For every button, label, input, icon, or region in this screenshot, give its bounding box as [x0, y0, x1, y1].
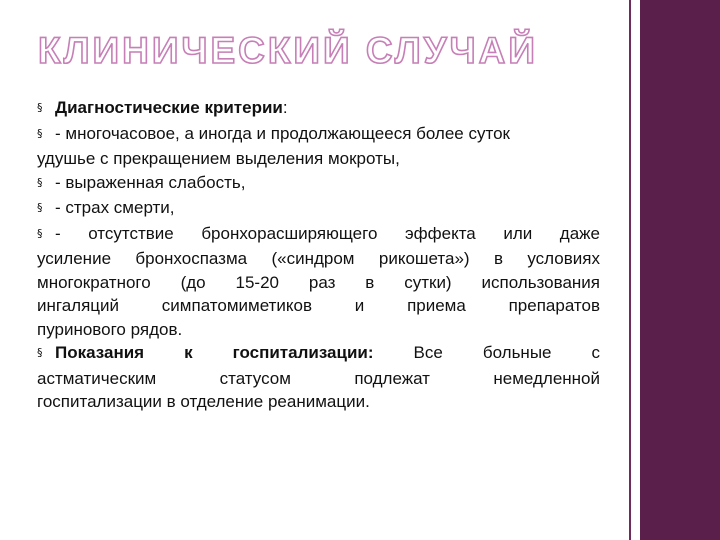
slide-title: КЛИНИЧЕСКИЙ СЛУЧАЙ	[38, 30, 538, 71]
bullet-icon: §	[37, 126, 43, 140]
criteria-item-4-line-5: пуринового рядов.	[37, 319, 183, 339]
criteria-heading-colon: :	[282, 98, 288, 117]
criteria-item-4-line-2: усиление бронхоспазма («синдром рикошета») в условиях	[37, 249, 600, 268]
hospitalization-line-1: Все больные с	[373, 343, 600, 362]
criteria-item-3-text: - страх смерти,	[55, 198, 175, 217]
criteria-item-4	[37, 222, 600, 248]
criteria-item-1-cont: удушье с прекращением выделения мокроты,	[37, 149, 400, 168]
bullet-icon: §	[37, 101, 43, 114]
criteria-item-2-text: - выраженная слабость,	[55, 172, 246, 192]
criteria-item-2	[37, 171, 600, 197]
hospitalization-line-2: астматическим статусом подлежат немедленной	[37, 368, 600, 388]
hospitalization-heading	[37, 341, 600, 367]
criteria-item-1-line-1: - многочасовое, а иногда и продолжающееся более суток	[55, 123, 510, 143]
slide-body	[37, 96, 600, 414]
criteria-heading-bold: Диагностические критерии	[55, 98, 283, 117]
criteria-item-4-line-3: многократного (до 15-20 раз в сутки) использования	[37, 272, 600, 292]
bullet-icon: §	[37, 201, 43, 214]
criteria-heading	[37, 96, 600, 122]
bullet-icon: §	[37, 346, 43, 359]
bullet-icon: §	[37, 175, 43, 189]
decorative-side-band	[640, 0, 720, 540]
criteria-item-4-line-1: - отсутствие бронхорасширяющего эффекта или даже	[55, 223, 600, 243]
bullet-icon: §	[37, 226, 43, 240]
criteria-item-4-line-4: ингаляций симпатомиметиков и приема препаратов	[37, 296, 600, 315]
criteria-item-1	[37, 122, 600, 148]
criteria-item-3	[37, 196, 600, 222]
hospitalization-heading-bold: Показания к госпитализации:	[55, 343, 374, 362]
hospitalization-line-3: госпитализации в отделение реанимации.	[37, 392, 370, 411]
decorative-side-line	[629, 0, 631, 540]
